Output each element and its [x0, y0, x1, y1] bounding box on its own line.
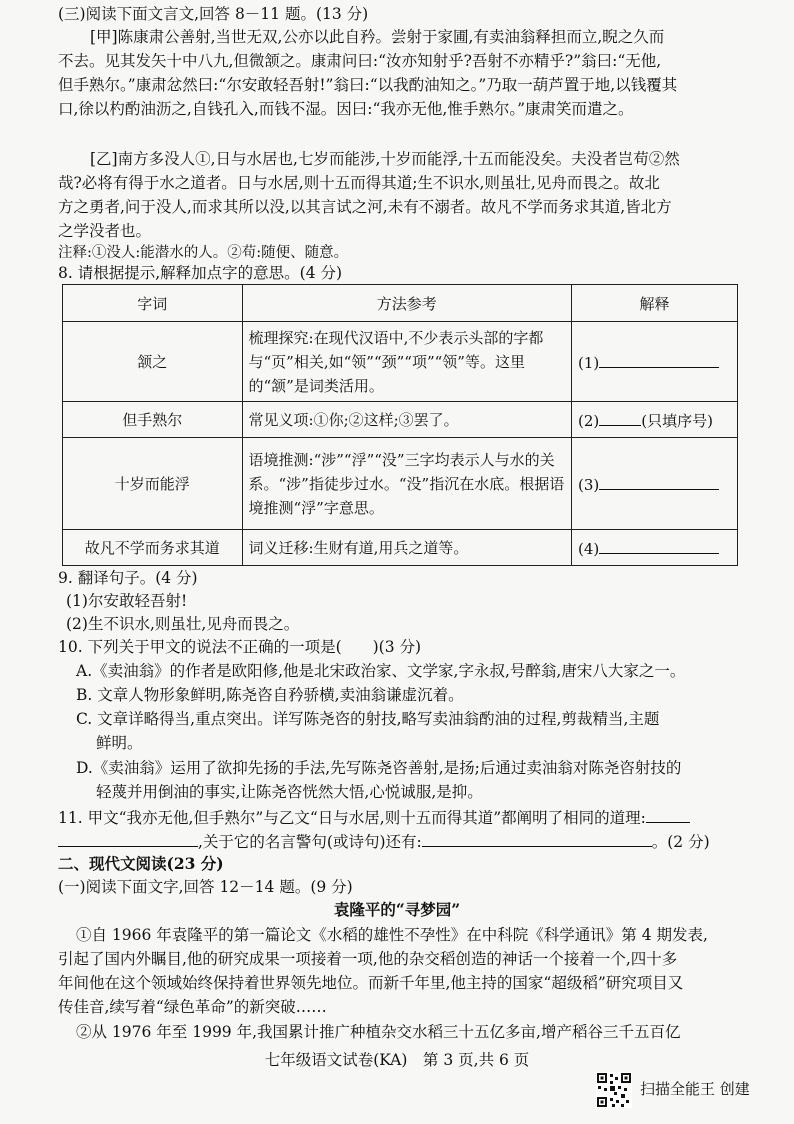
answer-blank[interactable] [58, 830, 198, 847]
article-line: ①自 1966 年袁隆平的第一篇论文《水稻的雄性不孕性》在中科院《科学通讯》第 4 期发表, [76, 926, 708, 944]
table-cell-method: 语境推测:“涉”“浮”“没”三字均表示人与水的关系。“涉”指徒步过水。“没”指沉在水底。根据语境推测“浮”字意思。 [242, 438, 572, 530]
article-line: 年间他在这个领域始终保持着世界领先地位。而新千年里,他主持的国家“超级稻”研究项目又 [58, 974, 684, 992]
passage-jia-line: 但手熟尔。”康肃忿然曰:“尔安敢轻吾射!”翁曰:“以我酌油知之。”乃取一葫芦置于地,以钱覆其 [58, 76, 678, 94]
table-cell-word: 故凡不学而务求其道 [63, 530, 243, 566]
q11-prompt [58, 806, 690, 829]
passage-yi-line: [乙]南方多没人①,日与水居也,七岁而能涉,十岁而能浮,十五而能没矣。夫没者岂苟②然 [90, 150, 680, 168]
table-cell-answer [572, 402, 738, 438]
q10-option: B. 文章人物形象鲜明,陈尧咨自矜骄横,卖油翁谦虚沉着。 [76, 686, 464, 704]
q10-option: C. 文章详略得当,重点突出。详写陈尧咨的射技,略写卖油翁酌油的过程,剪裁精当,主题 [76, 710, 660, 728]
qr-code-icon [596, 1072, 632, 1108]
scanner-watermark: 扫描全能王 创建 [640, 1080, 750, 1098]
page-footer: 七年级语文试卷(KA) 第 3 页,共 6 页 [264, 1051, 530, 1069]
article-line: 传佳音,续写着“绿色革命”的新突破…… [58, 998, 327, 1016]
passage-yi-line: 哉?必将有得于水之道者。日与水居,则十五而得其道;生不识水,则虽壮,见舟而畏之。故北 [58, 174, 660, 192]
sub-heading: (一)阅读下面文字,回答 12－14 题。(9 分) [58, 878, 353, 896]
q10-option: A.《卖油翁》的作者是欧阳修,他是北宋政治家、文学家,字永叔,号醉翁,唐宋八大家之一。 [76, 662, 686, 680]
answer-blank[interactable] [599, 409, 641, 426]
q9-item: (2)生不识水,则虽壮,见舟而畏之。 [66, 615, 300, 633]
answer-hint: (只填序号) [641, 411, 713, 430]
table-cell-answer [572, 438, 738, 530]
table-cell-method: 梳理探究:在现代汉语中,不少表示头部的字都与“页”相关,如“领”“颈”“项”“领”等。这里的“颔”是词类活用。 [242, 322, 572, 402]
section-heading: 二、现代文阅读(23 分) [58, 854, 224, 873]
table-cell-method: 词义迁移:生财有道,用兵之道等。 [242, 530, 572, 566]
table-cell-word: 颔之 [63, 322, 243, 402]
q8-table [62, 284, 738, 566]
q11-text: ,关于它的名言警句(或诗句)还有: [198, 833, 422, 851]
q11-score: 。(2 分) [651, 833, 710, 851]
answer-blank[interactable] [422, 830, 652, 847]
q10-option: D.《卖油翁》运用了欲抑先扬的手法,先写陈尧咨善射,是扬;后通过卖油翁对陈尧咨射技的 [76, 759, 682, 777]
q9-prompt: 9. 翻译句子。(4 分) [58, 569, 198, 587]
table-cell-answer [572, 322, 738, 402]
answer-blank[interactable] [599, 473, 719, 490]
q8-prompt: 8. 请根据提示,解释加点字的意思。(4 分) [58, 264, 343, 282]
table-header: 字词 [63, 285, 243, 322]
table-cell-word: 但手熟尔 [63, 402, 243, 438]
article-line: ②从 1976 年至 1999 年,我国累计推广种植杂交水稻三十五亿多亩,增产稻谷三千五百亿 [76, 1023, 681, 1041]
answer-label: (2) [578, 411, 600, 430]
answer-label: (4) [578, 540, 600, 558]
answer-blank[interactable] [646, 806, 690, 823]
table-cell-word: 十岁而能浮 [63, 438, 243, 530]
q9-item: (1)尔安敢轻吾射! [66, 592, 188, 610]
article-title: 袁隆平的“寻梦园” [333, 900, 461, 919]
passage-jia-line: 口,徐以杓酌油沥之,自钱孔入,而钱不湿。因曰:“我亦无他,惟手熟尔。”康肃笑而遣之。 [58, 100, 634, 118]
annotation-note: 注释:①没人:能潜水的人。②苟:随便、随意。 [58, 245, 349, 261]
table-header: 方法参考 [242, 285, 572, 322]
answer-label: (3) [578, 476, 600, 494]
answer-blank[interactable] [599, 351, 719, 368]
passage-jia-line: [甲]陈康肃公善射,当世无双,公亦以此自矜。尝射于家圃,有卖油翁释担而立,睨之久而 [90, 28, 665, 46]
article-line: 引起了国内外瞩目,他的研究成果一项接着一项,他的杂交稻创造的神话一个接着一个,四十多 [58, 950, 678, 968]
passage-jia-line: 不去。见其发矢十中八九,但微颔之。康肃问曰:“汝亦知射乎?吾射不亦精乎?”翁曰:“无他, [58, 52, 662, 70]
answer-blank[interactable] [599, 537, 719, 554]
q11-line2 [58, 830, 710, 853]
passage-yi-line: 之学没者也。 [58, 222, 152, 240]
q11-text: 11. 甲文“我亦无他,但手熟尔”与乙文“日与水居,则十五而得其道”都阐明了相同的道理: [58, 809, 646, 827]
table-cell-method: 常见义项:①你;②这样;③罢了。 [242, 402, 572, 438]
section-heading: (三)阅读下面文言文,回答 8－11 题。(13 分) [58, 5, 369, 23]
passage-yi-line: 方之勇者,问于没人,而求其所以没,以其言试之河,未有不溺者。故凡不学而务求其道,皆北方 [58, 198, 672, 216]
q10-option: 鲜明。 [96, 734, 143, 752]
q10-option: 轻蔑并用倒油的事实,让陈尧咨恍然大悟,心悦诚服,是抑。 [96, 783, 483, 801]
table-cell-answer [572, 530, 738, 566]
table-header: 解释 [572, 285, 738, 322]
q10-prompt: 10. 下列关于甲文的说法不正确的一项是( )(3 分) [58, 638, 422, 656]
answer-label: (1) [578, 354, 600, 372]
